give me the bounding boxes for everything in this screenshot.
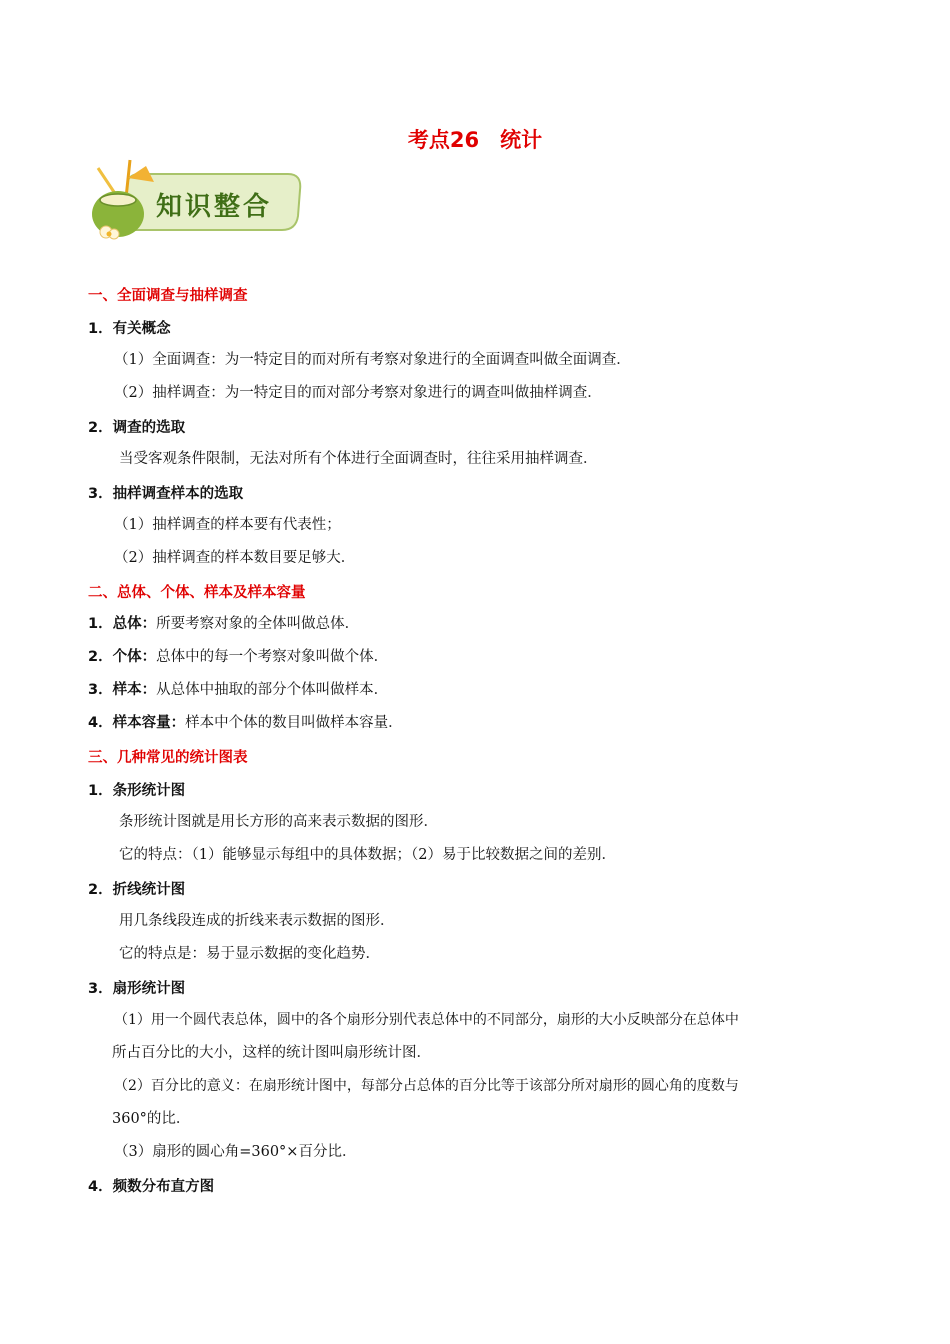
text-line: 它的特点：（1）能够显示每组中的具体数据；（2）易于比较数据之间的差别． [119,847,616,863]
definition-text: 总体中的每一个考察对象叫做个体． [156,649,389,665]
definition-term: 2．个体： [88,649,157,665]
text-line: （2）抽样调查：为一特定目的而对部分考察对象进行的调查叫做抽样调查． [114,385,602,401]
text-line: （2）抽样调查的样本数目要足够大． [114,550,356,566]
subsection-heading: 2．折线统计图 [88,882,186,898]
section-heading: 二、总体、个体、样本及样本容量 [88,585,306,601]
text-line: 条形统计图就是用长方形的高来表示数据的图形． [119,814,438,830]
subsection-heading: 2．调查的选取 [88,420,186,436]
definition-term: 1．总体： [88,616,157,632]
definition-text: 所要考察对象的全体叫做总体． [156,616,360,632]
text-line: （1）抽样调查的样本要有代表性； [114,517,341,533]
definition-text: 从总体中抽取的部分个体叫做样本． [156,682,389,698]
text-line: 当受客观条件限制，无法对所有个体进行全面调查时，往往采用抽样调查． [119,451,598,467]
text-line: 用几条线段连成的折线来表示数据的图形． [119,913,395,929]
text-line: 所占百分比的大小，这样的统计图叫扇形统计图． [112,1045,431,1061]
definition-item [88,647,388,667]
subsection-heading: 3．抽样调查样本的选取 [88,486,244,502]
text-line: 它的特点是：易于显示数据的变化趋势． [119,946,380,962]
section-heading: 三、几种常见的统计图表 [88,750,248,766]
knowledge-badge [88,158,306,244]
subsection-heading: 1．条形统计图 [88,783,186,799]
text-line: （1）全面调查：为一特定目的而对所有考察对象进行的全面调查叫做全面调查． [114,352,631,368]
definition-term: 3．样本： [88,682,157,698]
definition-text: 样本中个体的数目叫做样本容量． [185,715,403,731]
subsection-heading: 1．有关概念 [88,321,171,337]
subsection-heading: 3．扇形统计图 [88,981,186,997]
badge-label: 知识整合 [156,192,273,222]
page-title: 考点26 统计 [407,128,543,152]
text-line: （2）百分比的意义：在扇形统计图中，每部分占总体的百分比等于该部分所对扇形的圆心角的度数与 [114,1078,739,1094]
text-line: （1）用一个圆代表总体，圆中的各个扇形分别代表总体中的不同部分，扇形的大小反映部分在总体中 [114,1012,739,1028]
definition-item [88,713,403,733]
section-heading: 一、全面调查与抽样调查 [88,288,248,304]
text-line: 360°的比． [112,1111,191,1127]
definition-term: 4．样本容量： [88,715,186,731]
definition-item [88,680,388,700]
subsection-heading: 4．频数分布直方图 [88,1179,215,1195]
text-line: （3）扇形的圆心角=360°×百分比． [114,1144,357,1160]
definition-item [88,614,359,634]
